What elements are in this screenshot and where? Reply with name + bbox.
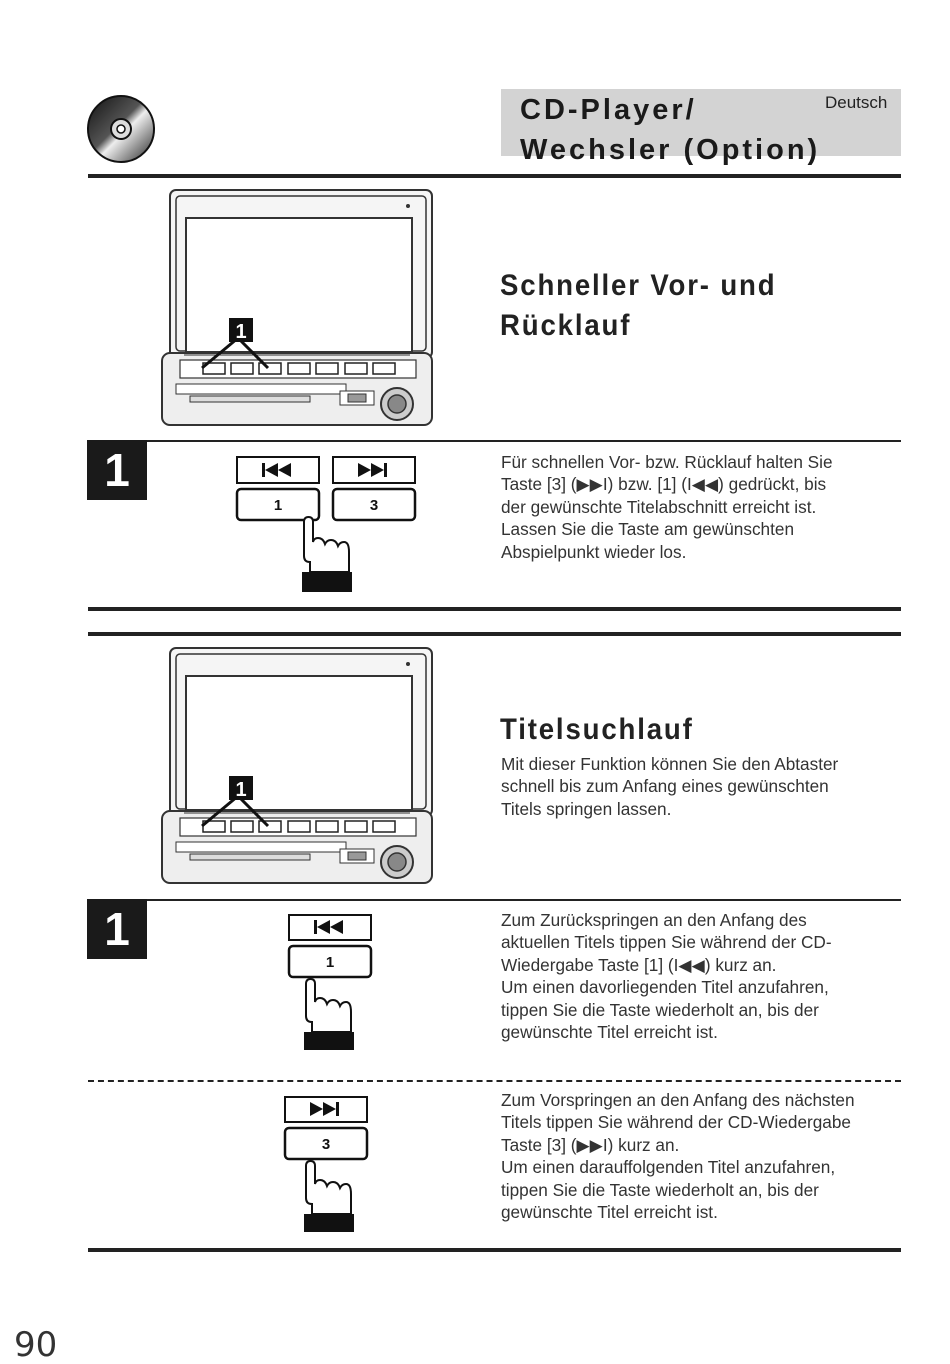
pressing-finger-icon-3 <box>304 1161 354 1232</box>
keys-illustration-fast-search <box>234 454 419 596</box>
section1-title-line1: Schneller Vor- und <box>500 269 777 302</box>
section1-title-line2: Rücklauf <box>500 309 632 342</box>
section2-step-divider <box>88 899 901 901</box>
header-divider <box>88 174 901 178</box>
head-unit-illustration <box>160 188 435 430</box>
step-number-2: 1 <box>87 899 147 959</box>
section1-text: Für schnellen Vor- bzw. Rücklauf halten Sie Taste [3] (▶▶I) bzw. [1] (I◀◀) gedrückt, bis der gewünschte Titelabschnitt erreicht ist. Lassen Sie die Taste am gewünschten Abspielpunkt wieder los. <box>501 452 833 562</box>
page-title-line2: Wechsler (Option) <box>520 134 821 166</box>
section2-bottom-divider <box>88 1248 901 1252</box>
section2-intro: Mit dieser Funktion können Sie den Abtaster schnell bis zum Anfang eines gewünschten Titels springen lassen. <box>501 754 839 819</box>
keys-illustration-track-back <box>286 912 374 1054</box>
section1-step-divider <box>88 440 901 442</box>
pressing-finger-icon <box>302 517 352 592</box>
page-title <box>520 90 820 170</box>
preset-key-1-b-label: 1 <box>325 954 335 971</box>
head-unit-illustration-2 <box>160 646 435 888</box>
section2-title: Titelsuchlauf <box>500 713 694 746</box>
language-label: Deutsch <box>825 93 888 112</box>
section1-bottom-divider <box>88 607 901 611</box>
section1-title <box>500 266 776 346</box>
section2-top-divider <box>88 632 901 636</box>
callout-1-badge: 1 <box>235 321 247 343</box>
track-back-text: Zum Zurückspringen an den Anfang des aktuellen Titels tippen Sie während der CD- Wiedergabe Taste [1] (I◀◀) kurz an. Um einen davorliegenden Titel anzufahren, tippen Sie die Taste wiederholt an, bis der gewünschte Titel erreicht ist. <box>501 910 832 1043</box>
step-number: 1 <box>87 440 147 500</box>
callout-1-badge-2: 1 <box>235 779 247 801</box>
dashed-divider <box>88 1080 901 1082</box>
page-title-line1: CD-Player/ <box>520 94 697 126</box>
keys-illustration-track-forward <box>282 1094 370 1236</box>
preset-key-3-label: 3 <box>369 497 379 514</box>
preset-key-1-label: 1 <box>273 497 283 514</box>
page-number: 90 <box>14 1325 58 1364</box>
pressing-finger-icon-2 <box>304 979 354 1050</box>
preset-key-3-b-label: 3 <box>321 1136 331 1153</box>
track-forward-text: Zum Vorspringen an den Anfang des nächsten Titels tippen Sie während der CD-Wiedergabe Taste [3] (▶▶I) kurz an. Um einen darauffolgenden Titel anzufahren, tippen Sie die Taste wiederholt an, bis der gewünschte Titel erreicht ist. <box>501 1090 855 1223</box>
cd-disc-icon <box>86 94 156 164</box>
